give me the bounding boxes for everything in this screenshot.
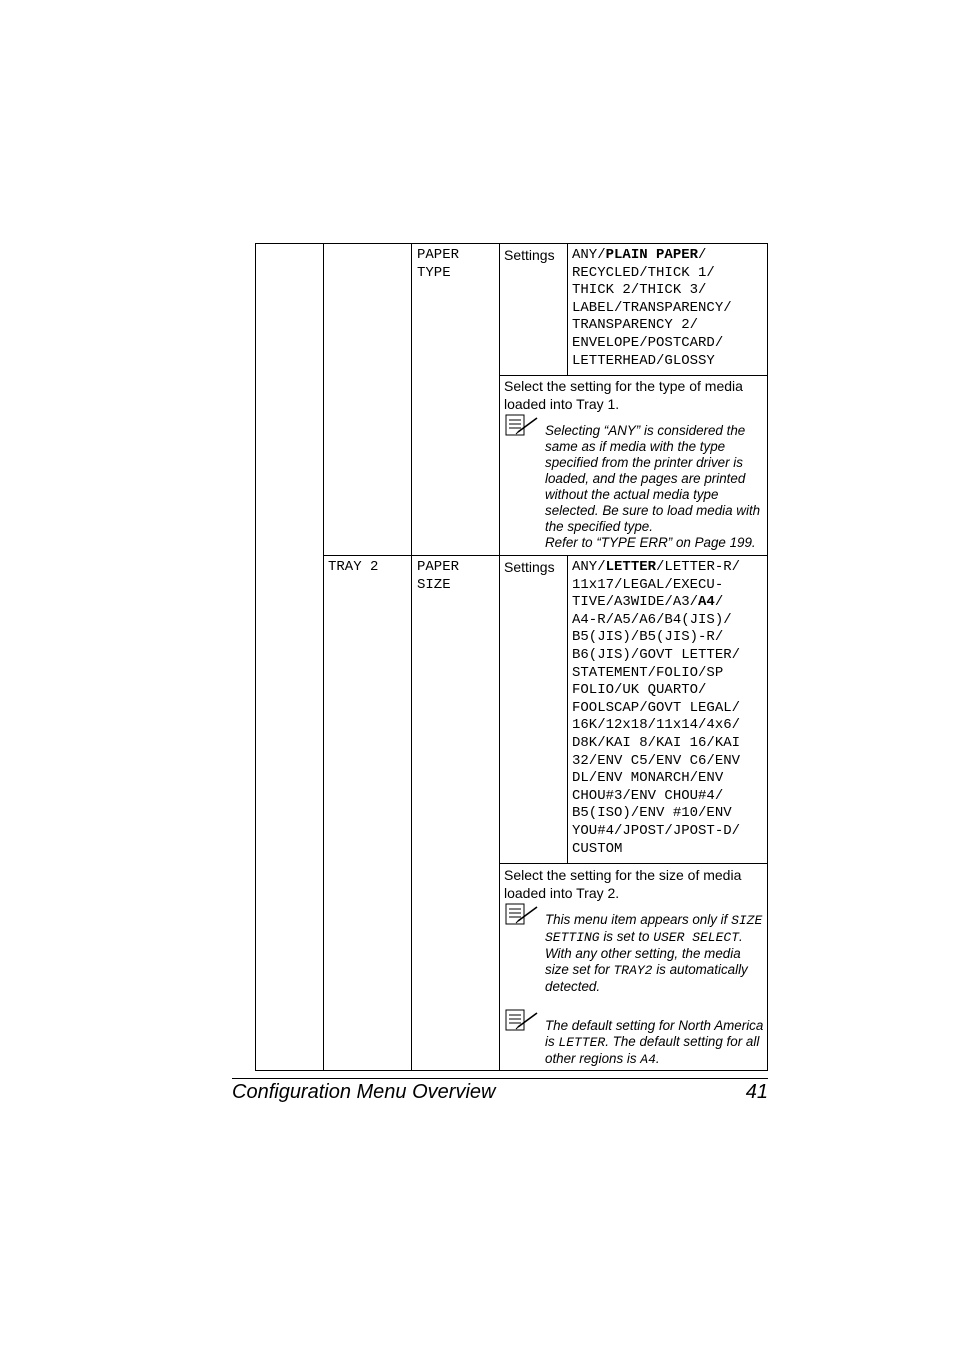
note-pencil-icon [505,414,539,436]
note-reference: Refer to “TYPE ERR” on Page 199. [545,535,756,550]
note-code: TRAY2 [613,963,653,978]
footer-rule [232,1078,768,1079]
note-text: . [739,929,743,944]
option-line: 32/ENV C5/ENV C6/ENV [572,752,741,769]
note-text: This menu item appears only if [545,912,732,927]
note-text: is set to [599,929,654,944]
footer-title: Configuration Menu Overview [232,1081,496,1103]
paper-size-note-1 [545,912,767,995]
paper-type-label [417,247,497,282]
paper-type-note [545,423,767,551]
paper-type-options [572,247,767,370]
note-code: A4 [640,1052,656,1067]
option-line: CHOU#3/ENV CHOU#4/ [572,787,724,804]
option-line: B5(ISO)/ENV #10/ENV [572,805,732,822]
paper-type-line2: TYPE [417,264,451,281]
option-line: THICK 2/THICK 3/ [572,282,707,299]
option-sep: / [698,247,707,263]
option-line: ENVELOPE/POSTCARD/ [572,334,724,351]
option-line: FOLIO/UK QUARTO/ [572,682,707,699]
paper-size-note-2 [545,1018,767,1068]
note-text: Selecting “ANY” is considered the same as if media with the type specified from the printer driver is loaded, and the pages are printed without the actual media type selected. Be sure to load media with the specified type. [545,423,761,534]
option-line: B6(JIS)/GOVT LETTER/ [572,646,741,663]
note-pencil-icon [505,1009,539,1031]
note-pencil-icon [505,903,539,925]
option-line: STATEMENT/FOLIO/SP [572,664,724,681]
settings-label-1: Settings [504,247,555,263]
option-line-a4: TIVE/A3WIDE/A3/A4/ [572,594,724,611]
paper-size-description: Select the setting for the size of media loaded into Tray 2. [504,867,742,901]
note-code: SIZE SETTING [545,913,763,945]
note-text: The default setting for North America is [545,1018,764,1049]
paper-size-options-first [572,559,767,577]
note-code: USER SELECT [653,930,740,945]
option-line: DL/ENV MONARCH/ENV [572,770,724,787]
option-line: TIVE/A3WIDE/A3/ [572,594,699,611]
option-line: LABEL/TRANSPARENCY/ [572,299,732,316]
note-text: . The default setting for all other regions is [545,1034,760,1066]
paper-size-label [417,559,497,594]
option-line: YOU#4/JPOST/JPOST-D/ [572,822,741,839]
option-line: LETTERHEAD/GLOSSY [572,352,715,369]
option-line: RECYCLED/THICK 1/ [572,264,715,281]
paper-size-line1: PAPER [417,559,460,575]
paper-type-options-first [572,247,767,265]
option-line: A4-R/A5/A6/B4(JIS)/ [572,611,732,628]
note1-para1 [545,912,767,946]
note1-para2 [545,946,767,995]
note-text: is automatically detected. [545,962,748,994]
option-a4-bold: A4 [698,594,715,611]
paper-type-line1: PAPER [417,247,460,263]
option-line: 11x17/LEGAL/EXECU- [572,576,724,593]
page-number: 41 [745,1081,768,1103]
option-line: B5(JIS)/B5(JIS)-R/ [572,629,724,646]
settings-label-2: Settings [504,559,555,575]
option-line: 16K/12x18/11x14/4x6/ [572,717,741,734]
option-line: D8K/KAI 8/KAI 16/KAI [572,734,741,751]
option-default-bold: LETTER [605,559,657,575]
note-code: LETTER [558,1035,606,1050]
option-sep: /LETTER-R/ [656,559,741,575]
option-line: CUSTOM [572,840,623,857]
paper-type-description: Select the setting for the type of media loaded into Tray 1. [504,378,743,412]
tray2-label: TRAY 2 [328,559,379,575]
paper-size-options [572,559,767,858]
option-default-bold: PLAIN PAPER [605,247,699,263]
option-line: TRANSPARENCY 2/ [572,317,699,334]
option-any: ANY/ [572,247,606,263]
option-any: ANY/ [572,559,606,575]
option-line: FOOLSCAP/GOVT LEGAL/ [572,699,741,716]
paper-size-line2: SIZE [417,576,451,593]
note-text: With any other setting, the media size set for [545,946,741,977]
note-text: . [655,1051,660,1066]
